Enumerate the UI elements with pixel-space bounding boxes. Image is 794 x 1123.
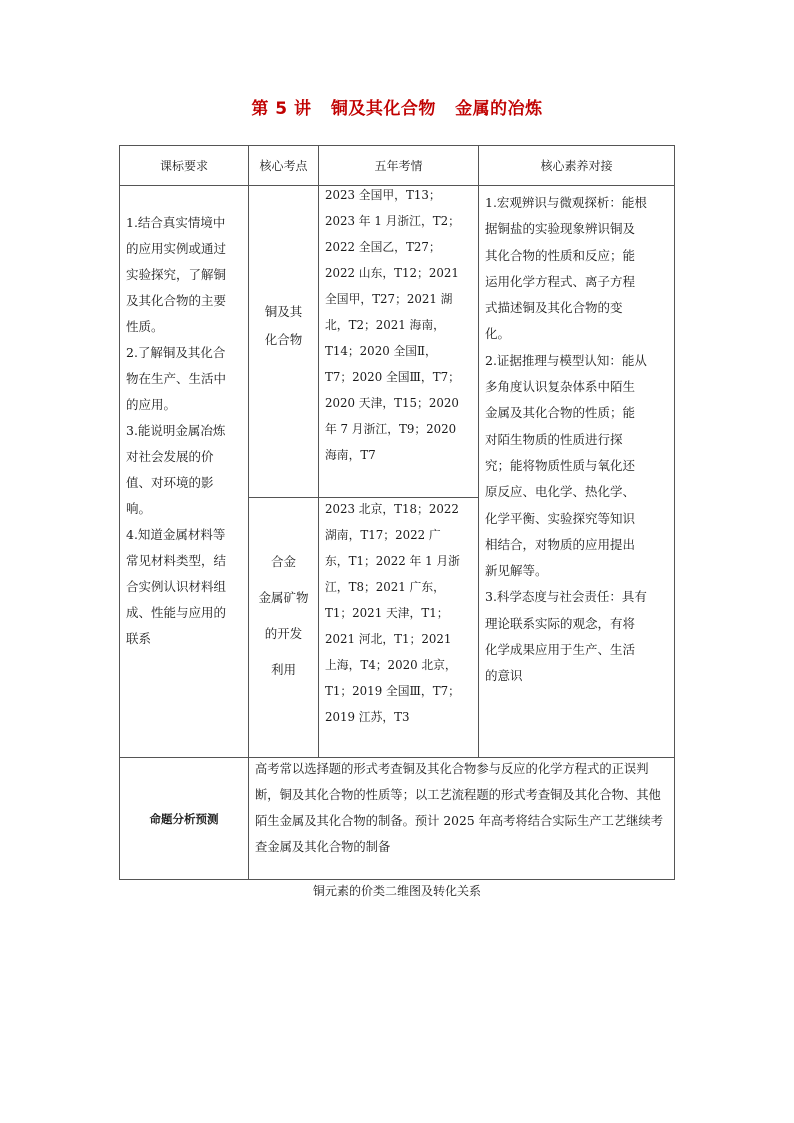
header-core-literacy: 核心素养对接 xyxy=(540,159,613,173)
topic-copper-compounds: 铜及其 化合物 xyxy=(264,304,303,347)
header-exam-history: 五年考情 xyxy=(374,159,423,173)
header-requirements: 课标要求 xyxy=(159,159,208,173)
page-title xyxy=(0,94,794,119)
analysis-label: 命题分析预测 xyxy=(149,811,219,826)
analysis-text: 高考常以选择题的形式考查铜及其化合物参与反应的化学方程式的正误判断，铜及其化合物的性质等；以工艺流程题的形式考查铜及其化合物、其他陌生金属及其化合物的制备。预计 2025 年高考将结合实际生产工艺继续考查金属及其化合物的制备 xyxy=(255,762,664,854)
curriculum-requirements: 1.结合真实情境中 的应用实例或通过 实验探究，了解铜 及其化合物的主要 性质。 2.了解铜及其化合 物在生产、生活中 的应用。 3.能说明金属冶炼 对社会发展的价 值、对环境的影 响。 4.知道金属材料等 常见材料类型，结 合实例认识材料组 成、性能与应用的 联系 xyxy=(126,215,227,646)
lecture-subtopic: 金属的冶炼 xyxy=(455,99,543,119)
lecture-number: 第 5 讲 xyxy=(251,99,312,119)
topic-alloys-mining: 合金 金属矿物 的开发 利用 xyxy=(258,554,309,677)
exam-history-copper: 2023 全国甲，T13； 2023 年 1 月浙江，T2； 2022 全国乙，T27； 2022 山东，T12；2021 全国甲，T27；2021 湖 北，T2；2021 海南， T14；2020 全国Ⅱ， T7；2020 全国Ⅲ，T7； 2020 天津，T15；2020 年 7 月浙江，T9；2020 海南，T7 xyxy=(325,188,460,462)
header-topics: 核心考点 xyxy=(259,159,308,173)
lecture-topic: 铜及其化合物 xyxy=(330,99,436,119)
core-literacy-text: 1.宏观辨识与微观探析：能根 据铜盐的实验现象辨识铜及 其化合物的性质和反应；能 运用化学方程式、离子方程 式描述铜及其化合物的变 化。 2.证据推理与模型认知：能从 多角度认识复杂体系中陌生 金属及其化合物的性质；能 对陌生物质的性质进行探 究；能将物质性质与氧化还 原反应、电化学、热化学、 化学平衡、实验探究等知识 相结合，对物质的应用提出 新见解等。 3.科学态度与社会责任：具有 理论联系实际的观念，有将 化学成果应用于生产、生活 的意识 xyxy=(485,195,647,684)
figure-caption: 铜元素的价类二维图及转化关系 xyxy=(312,884,481,898)
exam-history-alloys: 2023 北京，T18；2022 湖南，T17；2022 广 东，T1；2022 年 1 月浙 江，T8；2021 广东， T1；2021 天津，T1； 2021 河北，T1；2021 上海，T4；2020 北京， T1；2019 全国Ⅲ，T7； 2019 江苏，T3 xyxy=(325,502,460,724)
